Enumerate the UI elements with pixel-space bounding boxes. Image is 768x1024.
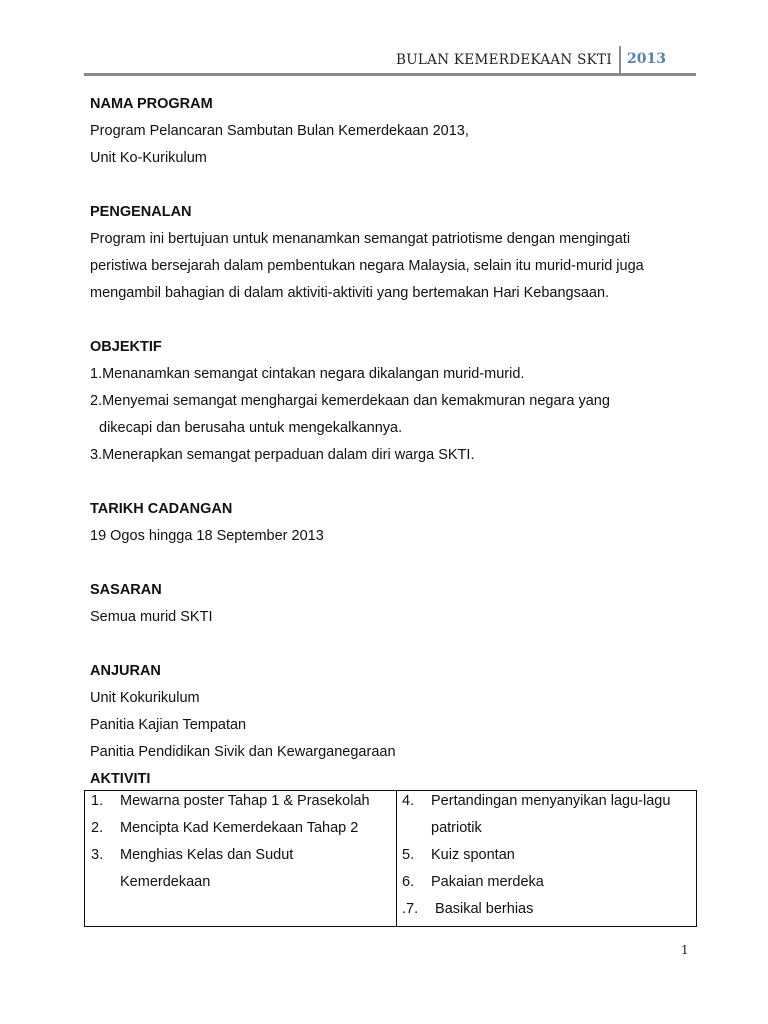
- list-item: [402, 899, 696, 926]
- item-number: [402, 818, 431, 845]
- heading-sasaran: SASARAN: [90, 582, 162, 598]
- list-item: [402, 845, 696, 872]
- text-line: 1.Menanamkan semangat cintakan negara dikalangan murid-murid.: [90, 366, 525, 382]
- header-separator: [619, 46, 621, 74]
- activities-left-column: [85, 791, 397, 927]
- heading-pengenalan: PENGENALAN: [90, 204, 192, 220]
- activities-right-column: [397, 791, 697, 927]
- header-rule: [84, 73, 696, 76]
- page-header: [84, 46, 696, 74]
- item-text: Menghias Kelas dan Sudut: [120, 847, 294, 863]
- list-item: [91, 872, 396, 899]
- list-item: [402, 791, 696, 818]
- page-number: 1: [681, 943, 689, 957]
- activities-table: [84, 790, 697, 927]
- heading-anjuran: ANJURAN: [90, 663, 161, 679]
- text-line: 19 Ogos hingga 18 September 2013: [90, 528, 324, 544]
- list-item: [91, 845, 396, 872]
- text-line: 2.Menyemai semangat menghargai kemerdekaan dan kemakmuran negara yang: [90, 393, 610, 409]
- item-text: Pertandingan menyanyikan lagu-lagu: [431, 793, 671, 809]
- item-text: Pakaian merdeka: [431, 874, 544, 890]
- text-line: Program Pelancaran Sambutan Bulan Kemerdekaan 2013,: [90, 123, 469, 139]
- text-line: dikecapi dan berusaha untuk mengekalkannya.: [99, 420, 403, 436]
- item-number: 6.: [402, 874, 415, 890]
- heading-nama-program: NAMA PROGRAM: [90, 96, 213, 112]
- text-line: 3.Menerapkan semangat perpaduan dalam diri warga SKTI.: [90, 447, 475, 463]
- text-line: peristiwa bersejarah dalam pembentukan negara Malaysia, selain itu murid-murid juga: [90, 258, 644, 274]
- item-text: Basikal berhias: [431, 901, 534, 917]
- text-line: Semua murid SKTI: [90, 609, 213, 625]
- item-text: Mencipta Kad Kemerdekaan Tahap 2: [120, 820, 359, 836]
- item-number: 4.: [402, 793, 415, 809]
- heading-objektif: OBJEKTIF: [90, 339, 162, 355]
- document-body: [90, 91, 690, 793]
- item-number: [91, 872, 120, 899]
- item-number: 5.: [402, 847, 415, 863]
- item-number: 1.: [91, 793, 104, 809]
- text-line: mengambil bahagian di dalam aktiviti-aktiviti yang bertemakan Hari Kebangsaan.: [90, 285, 610, 301]
- header-year: 2013: [627, 51, 666, 67]
- text-line: Unit Ko-Kurikulum: [90, 150, 207, 166]
- text-line: Panitia Kajian Tempatan: [90, 717, 247, 733]
- item-text: Kuiz spontan: [431, 847, 515, 863]
- list-item: [91, 791, 396, 818]
- text-line: Panitia Pendidikan Sivik dan Kewarganegaraan: [90, 744, 396, 760]
- list-item: [402, 872, 696, 899]
- item-number: 3.: [91, 847, 104, 863]
- item-text: Kemerdekaan: [120, 874, 211, 890]
- item-number: 2.: [91, 820, 104, 836]
- text-line: Unit Kokurikulum: [90, 690, 200, 706]
- list-item: [91, 818, 396, 845]
- heading-tarikh-cadangan: TARIKH CADANGAN: [90, 501, 233, 517]
- text-line: Program ini bertujuan untuk menanamkan semangat patriotisme dengan mengingati: [90, 231, 631, 247]
- item-text: Mewarna poster Tahap 1 & Prasekolah: [120, 793, 370, 809]
- header-title: BULAN KEMERDEKAAN SKTI: [396, 52, 612, 68]
- item-number: .7.: [402, 901, 419, 917]
- heading-aktiviti: AKTIVITI: [90, 771, 151, 787]
- item-text: patriotik: [431, 820, 482, 836]
- list-item: [402, 818, 696, 845]
